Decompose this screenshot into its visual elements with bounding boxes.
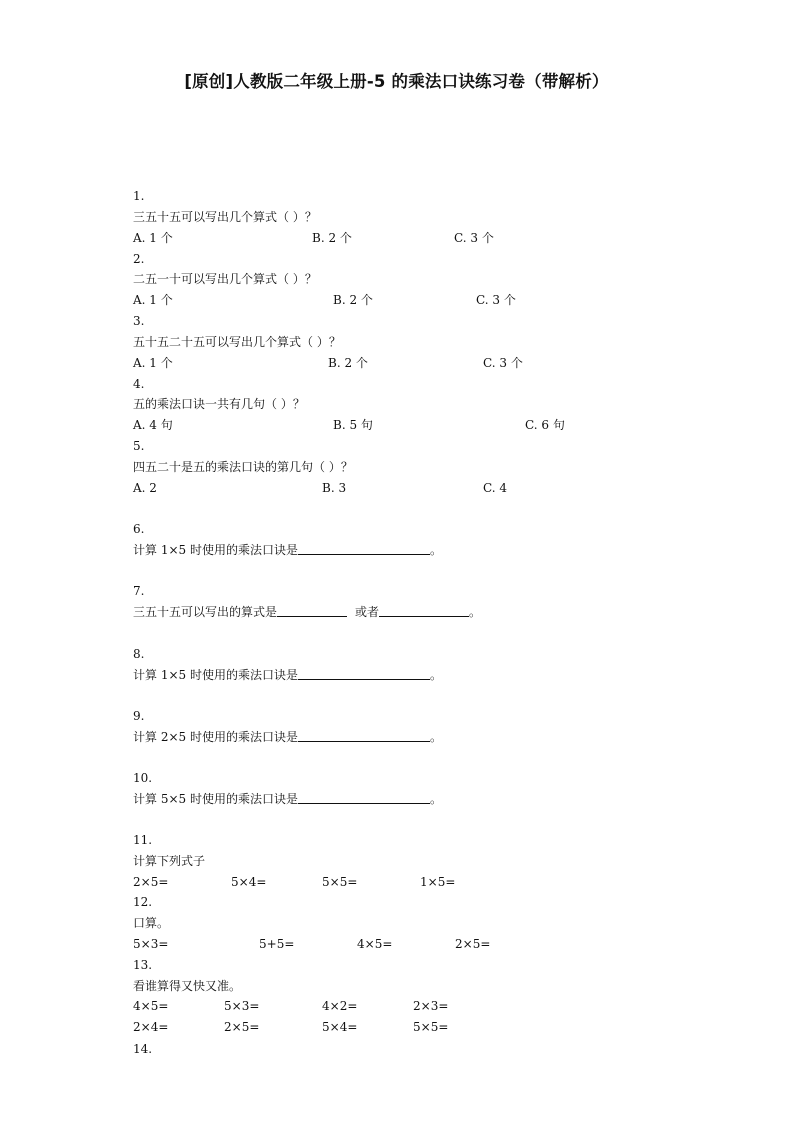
- calc-item: 5×5=: [413, 1020, 449, 1034]
- end-punct: 。: [469, 605, 482, 619]
- answer-blank[interactable]: [298, 542, 430, 555]
- calc-item: 5×4=: [231, 875, 267, 889]
- question-number: 6.: [133, 522, 145, 536]
- question-number: 12.: [133, 895, 153, 909]
- calc-item: 5×3=: [224, 999, 260, 1013]
- question-text: 看谁算得又快又准。: [133, 979, 242, 993]
- option-c: C. 3 个: [476, 293, 516, 307]
- calc-item: 5+5=: [259, 937, 295, 951]
- question-line: [133, 667, 442, 683]
- question-line: [133, 604, 481, 620]
- calc-item: 4×5=: [357, 937, 393, 951]
- option-b: B. 2 个: [312, 231, 352, 245]
- end-punct: 。: [429, 668, 442, 682]
- or-text: 或者: [355, 605, 380, 619]
- answer-blank[interactable]: [298, 667, 430, 680]
- option-a: A. 1 个: [133, 231, 173, 245]
- option-a: A. 1 个: [133, 356, 173, 370]
- question-text: 计算 1×5 时使用的乘法口诀是: [133, 543, 298, 557]
- question-text: 计算 5×5 时使用的乘法口诀是: [133, 792, 298, 806]
- calc-item: 2×5=: [455, 937, 491, 951]
- question-number: 9.: [133, 709, 145, 723]
- calc-item: 2×5=: [224, 1020, 260, 1034]
- answer-blank[interactable]: [277, 604, 347, 617]
- option-c: C. 6 句: [525, 418, 565, 432]
- question-number: 5.: [133, 439, 145, 453]
- calc-item: 4×2=: [322, 999, 358, 1013]
- question-number: 13.: [133, 958, 153, 972]
- question-number: 3.: [133, 314, 145, 328]
- question-text: 二五一十可以写出几个算式（ ）？: [133, 272, 317, 286]
- question-number: 11.: [133, 833, 153, 847]
- end-punct: 。: [429, 730, 442, 744]
- end-punct: 。: [429, 792, 442, 806]
- question-text: 计算下列式子: [133, 854, 206, 868]
- option-b: B. 2 个: [333, 293, 373, 307]
- question-text: 三五十五可以写出的算式是: [133, 605, 278, 619]
- question-number: 1.: [133, 189, 145, 203]
- calc-item: 5×4=: [322, 1020, 358, 1034]
- answer-blank[interactable]: [379, 604, 469, 617]
- question-number: 10.: [133, 771, 153, 785]
- answer-blank[interactable]: [298, 791, 430, 804]
- question-line: [133, 729, 442, 745]
- option-c: C. 3 个: [454, 231, 494, 245]
- answer-blank[interactable]: [298, 729, 430, 742]
- question-number: 4.: [133, 377, 145, 391]
- page-title: [原创]人教版二年级上册-5 的乘法口诀练习卷（带解析）: [184, 72, 609, 91]
- option-b: B. 3: [322, 481, 347, 495]
- question-number: 2.: [133, 252, 145, 266]
- option-c: C. 3 个: [483, 356, 523, 370]
- option-b: B. 5 句: [333, 418, 373, 432]
- question-number: 7.: [133, 584, 145, 598]
- question-text: 计算 2×5 时使用的乘法口诀是: [133, 730, 298, 744]
- end-punct: 。: [429, 543, 442, 557]
- question-line: [133, 791, 442, 807]
- option-a: A. 1 个: [133, 293, 173, 307]
- calc-item: 1×5=: [420, 875, 456, 889]
- question-number: 14.: [133, 1042, 153, 1056]
- calc-item: 2×5=: [133, 875, 169, 889]
- question-text: 口算。: [133, 916, 170, 930]
- calc-item: 2×3=: [413, 999, 449, 1013]
- calc-item: 5×3=: [133, 937, 169, 951]
- question-text: 计算 1×5 时使用的乘法口诀是: [133, 668, 298, 682]
- option-c: C. 4: [483, 481, 508, 495]
- calc-item: 5×5=: [322, 875, 358, 889]
- question-line: [133, 542, 442, 558]
- question-text: 四五二十是五的乘法口诀的第几句（ ）？: [133, 460, 353, 474]
- question-text: 三五十五可以写出几个算式（ ）？: [133, 210, 317, 224]
- calc-item: 2×4=: [133, 1020, 169, 1034]
- option-a: A. 4 句: [133, 418, 173, 432]
- calc-item: 4×5=: [133, 999, 169, 1013]
- question-text: 五十五二十五可以写出几个算式（ ）？: [133, 335, 341, 349]
- question-text: 五的乘法口诀一共有几句（ ）？: [133, 397, 305, 411]
- question-number: 8.: [133, 647, 145, 661]
- option-a: A. 2: [133, 481, 157, 495]
- option-b: B. 2 个: [328, 356, 368, 370]
